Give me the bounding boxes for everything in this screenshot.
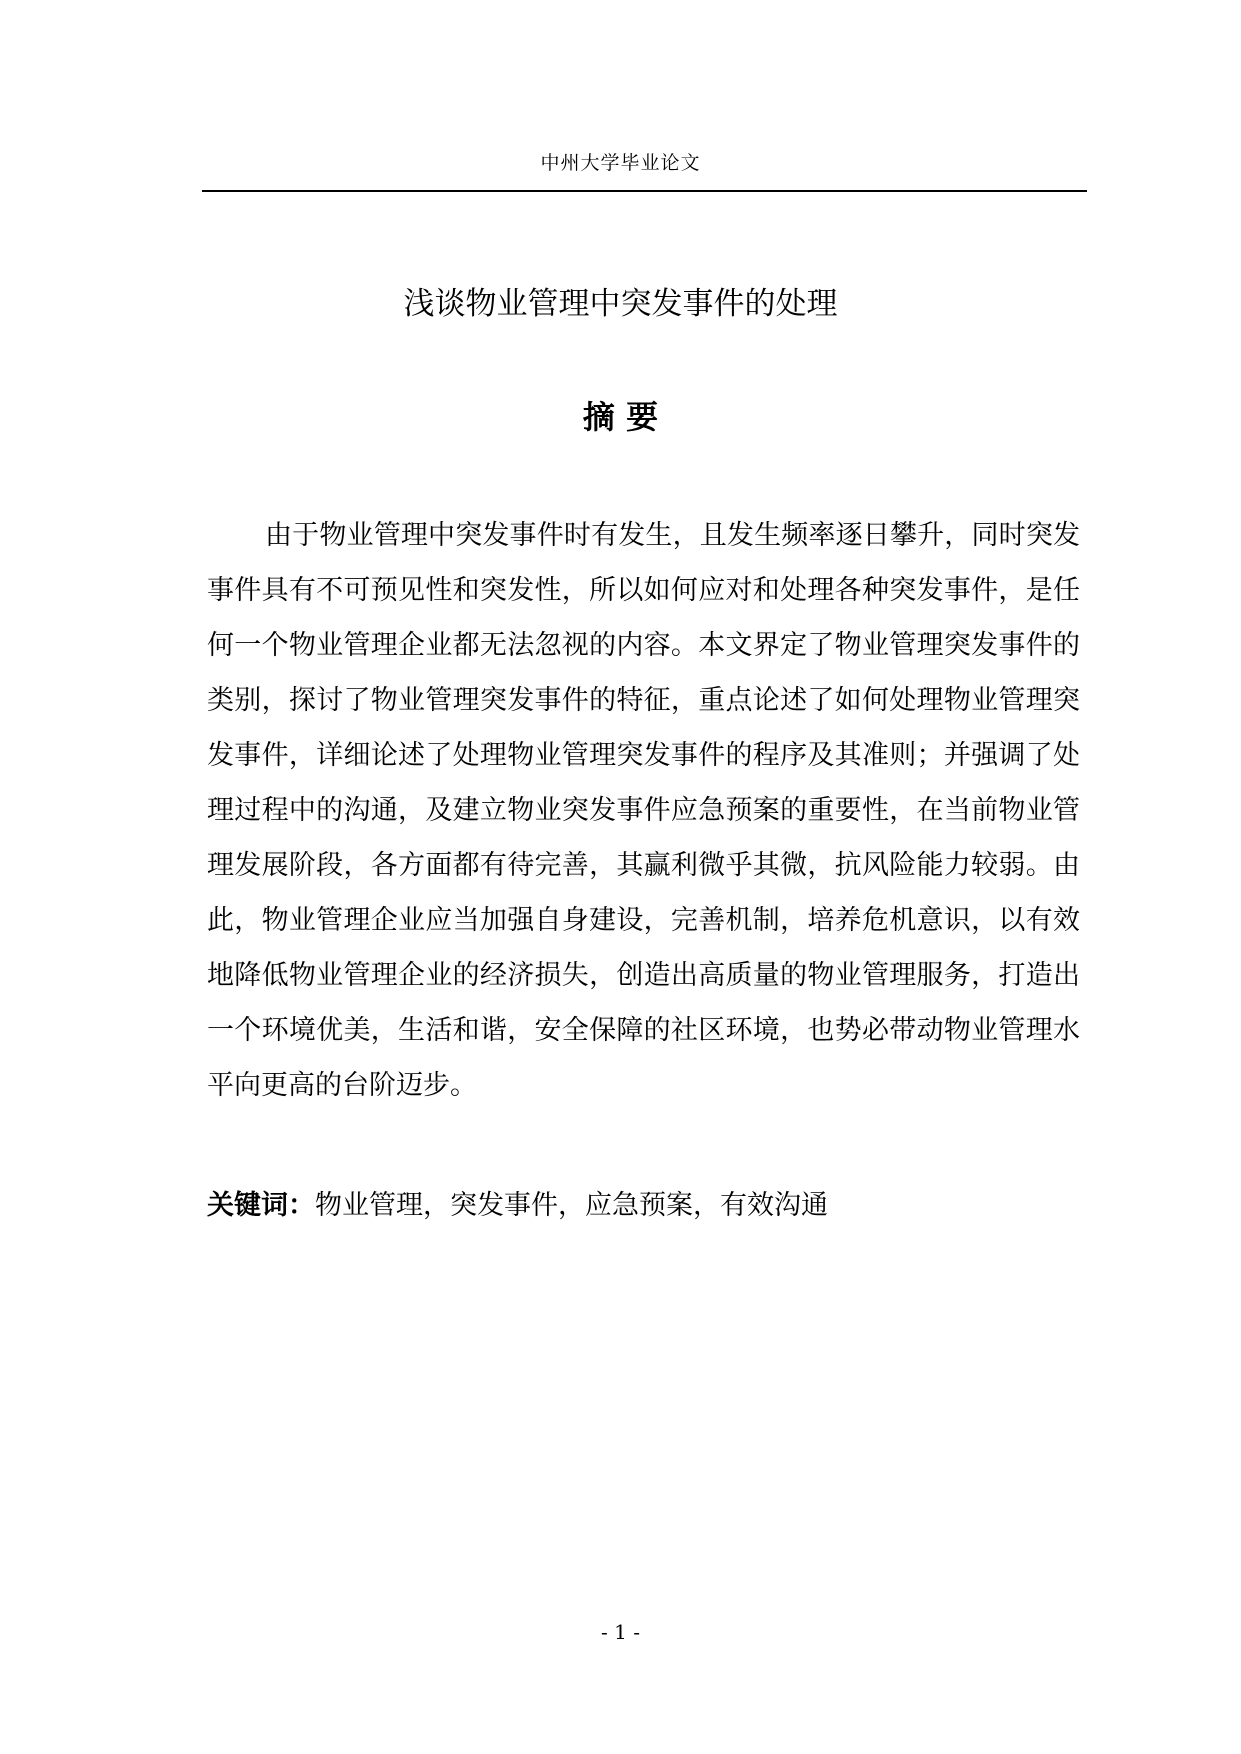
abstract-paragraph: 由于物业管理中突发事件时有发生，且发生频率逐日攀升，同时突发事件具有不可预见性和突发性，所以如何应对和处理各种突发事件，是任何一个物业管理企业都无法忽视的内容。本文界定了物业管理突发事件的类别，探讨了物业管理突发事件的特征，重点论述了如何处理物业管理突发事件，详细论述了处理物业管理突发事件的程序及其准则；并强调了处理过程中的沟通，及建立物业突发事件应急预案的重要性，在当前物业管理发展阶段，各方面都有待完善，其赢利微乎其微，抗风险能力较弱。由此，物业管理企业应当加强自身建设，完善机制，培养危机意识，以有效地降低物业管理企业的经济损失，创造出高质量的物业管理服务，打造出一个环境优美，生活和谐，安全保障的社区环境，也势必带动物业管理水平向更高的台阶迈步。 bbox=[207, 520, 1080, 1101]
abstract-heading: 摘 要 bbox=[582, 398, 659, 436]
keywords-label: 关键词： bbox=[207, 1190, 315, 1221]
page-number: - 1 - bbox=[601, 1620, 640, 1644]
header-divider bbox=[202, 190, 1087, 192]
keywords-value: 物业管理，突发事件，应急预案，有效沟通 bbox=[315, 1190, 828, 1221]
paper-title: 浅谈物业管理中突发事件的处理 bbox=[403, 286, 838, 322]
running-header: 中州大学毕业论文 bbox=[540, 152, 701, 174]
keywords-line bbox=[207, 1178, 1080, 1233]
